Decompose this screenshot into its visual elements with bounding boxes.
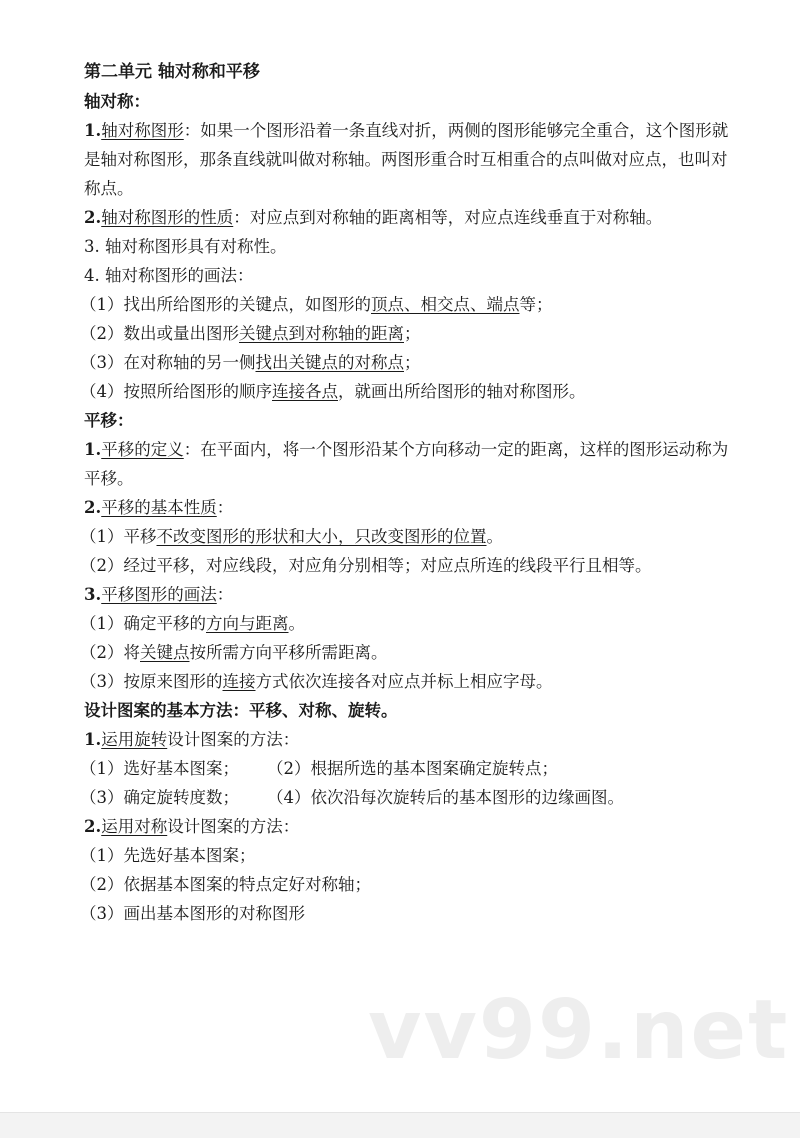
list-item: （3）按原来图形的连接方式依次连接各对应点并标上相应字母。 [80,672,553,691]
paragraph-text: ：在平面内，将一个图形沿某个方向移动一定的距离，这样的图形运动称为平移。 [84,440,729,488]
item-number: 2. [84,498,102,517]
paragraph: 2.运用对称设计图案的方法： [84,817,300,836]
key-term: 不改变图形的形状和大小，只改变图形的位置 [156,527,487,546]
list-item: （2）依据基本图案的特点定好对称轴； [80,875,371,894]
key-term: 关键点 [140,643,190,662]
document-body [80,58,734,928]
list-item: （2）将关键点按所需方向平移所需距离。 [80,643,388,662]
list-item: （2）经过平移，对应线段，对应角分别相等；对应点所连的线段平行且相等。 [80,556,652,575]
list-item: （3）确定旋转度数； （4）依次沿每次旋转后的基本图形的边缘画图。 [80,788,624,807]
key-term: 找出关键点的对称点 [255,353,404,372]
item-number: 1. [84,440,102,459]
item-number: 1. [84,730,102,749]
paragraph: 1.运用旋转设计图案的方法： [84,730,300,749]
watermark: vv99.net [368,983,790,1078]
list-item: （1）先选好基本图案； [80,846,256,865]
page-title: 第二单元 轴对称和平移 [84,62,260,82]
key-term: 连接 [222,672,256,691]
key-term: 平移的基本性质 [101,498,217,517]
key-term: 轴对称图形的性质 [101,208,234,227]
page-bottom-edge [0,1112,800,1138]
list-item: （1）找出所给图形的关键点，如图形的顶点、相交点、端点等； [80,295,553,314]
key-term: 连接各点 [272,382,338,401]
key-term: 平移图形的画法 [101,585,217,604]
key-term: 轴对称图形 [101,121,184,140]
item-number: 3. [84,585,102,604]
paragraph-text: ：对应点到对称轴的距离相等，对应点连线垂直于对称轴。 [233,208,663,227]
list-item: （1）确定平移的方向与距离。 [80,614,305,633]
list-item: （3）在对称轴的另一侧找出关键点的对称点； [80,353,421,372]
paragraph: 4. 轴对称图形的画法： [84,266,254,285]
item-number: 2. [84,817,102,836]
paragraph: 3. 轴对称图形具有对称性。 [84,237,287,256]
section-heading-pattern-design: 设计图案的基本方法：平移、对称、旋转。 [84,701,398,720]
key-term: 方向与距离 [206,614,289,633]
key-term: 顶点、相交点、端点 [371,295,520,314]
key-term: 平移的定义 [101,440,184,459]
section-heading-translation: 平移： [84,411,134,430]
list-item: （2）数出或量出图形关键点到对称轴的距离； [80,324,421,343]
paragraph: 2.平移的基本性质： [84,498,234,517]
key-term: 运用旋转 [101,730,168,749]
list-item: （4）按照所给图形的顺序连接各点，就画出所给图形的轴对称图形。 [80,382,586,401]
key-term: 运用对称 [101,817,168,836]
item-number: 2. [84,208,102,227]
paragraph-text: ：如果一个图形沿着一条直线对折，两侧的图形能够完全重合，这个图形就是轴对称图形，那条直线就叫做对称轴。两图形重合时互相重合的点叫做对应点，也叫对称点。 [84,121,729,198]
paragraph [84,116,734,203]
key-term: 关键点到对称轴的距离 [239,324,404,343]
item-number: 1. [84,121,102,140]
section-heading-axial-symmetry: 轴对称： [84,92,150,111]
list-item: （1）平移不改变图形的形状和大小，只改变图形的位置。 [80,527,503,546]
paragraph: 3.平移图形的画法： [84,585,234,604]
paragraph [84,203,734,232]
list-item: （1）选好基本图案； （2）根据所选的基本图案确定旋转点； [80,759,558,778]
paragraph [84,435,734,493]
list-item: （3）画出基本图形的对称图形 [80,904,305,923]
